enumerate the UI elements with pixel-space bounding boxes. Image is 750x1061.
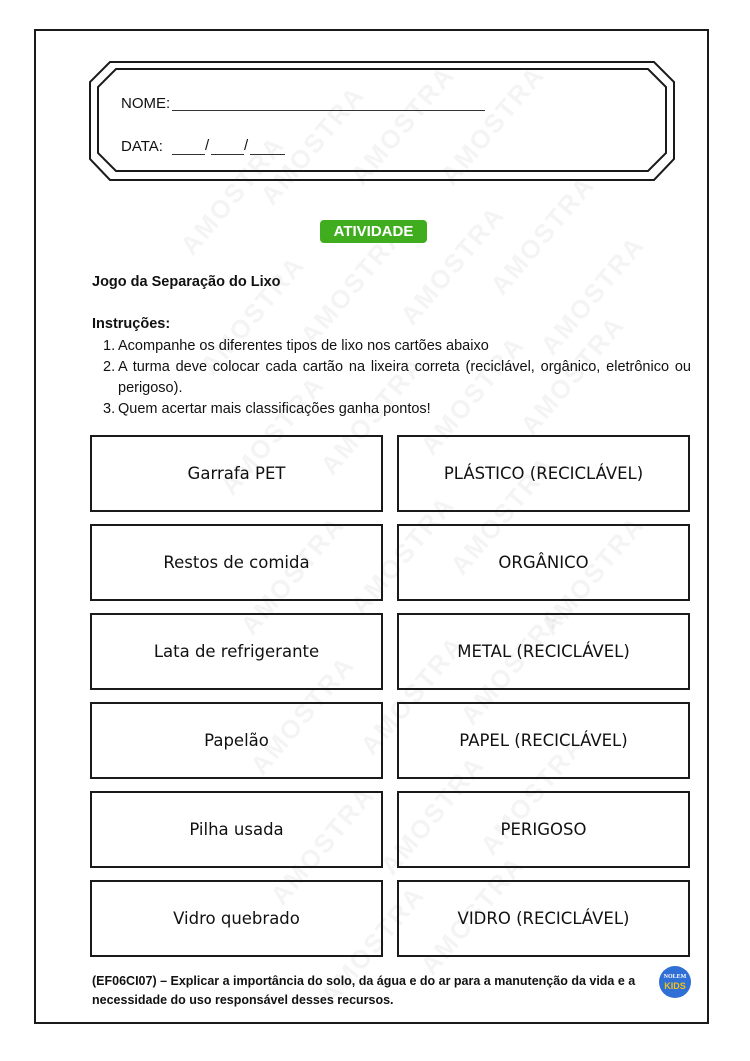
instruction-number: 2. [103,359,116,375]
logo-text-bottom: KIDS [664,980,686,991]
instruction-text: Quem acertar mais classificações ganha pontos! [118,401,431,417]
activity-badge: ATIVIDADE [320,220,427,243]
date-label: DATA: [121,138,163,155]
waste-item-card[interactable]: Garrafa PET [90,435,383,512]
waste-category-card[interactable]: VIDRO (RECICLÁVEL) [397,880,690,957]
instruction-text: A turma deve colocar cada cartão na lixeira correta (reciclável, orgânico, eletrônico ou perigoso). [118,359,691,396]
instruction-number: 3. [103,401,116,417]
nolem-kids-logo [659,966,691,998]
date-separator: / [205,137,210,154]
instructions-list [103,336,691,420]
waste-item-card[interactable]: Restos de comida [90,524,383,601]
logo-text-top: NOLEM [663,973,687,980]
header-frame [88,60,678,185]
instruction-text: Acompanhe os diferentes tipos de lixo nos cartões abaixo [118,338,489,354]
waste-item-card[interactable]: Pilha usada [90,791,383,868]
instruction-item [103,357,691,399]
name-field[interactable] [172,93,485,111]
waste-category-card[interactable]: PAPEL (RECICLÁVEL) [397,702,690,779]
activity-title: Jogo da Separação do Lixo [92,274,281,290]
waste-category-card[interactable]: PERIGOSO [397,791,690,868]
waste-category-card[interactable]: METAL (RECICLÁVEL) [397,613,690,690]
waste-item-card[interactable]: Lata de refrigerante [90,613,383,690]
waste-item-card[interactable]: Papelão [90,702,383,779]
waste-category-card[interactable]: ORGÂNICO [397,524,690,601]
waste-item-card[interactable]: Vidro quebrado [90,880,383,957]
curriculum-footer: (EF06CI07) – Explicar a importância do solo, da água e do ar para a manutenção da vida e a necessidade do uso responsável desses recursos. [92,974,636,1007]
instruction-number: 1. [103,338,116,354]
waste-category-card[interactable]: PLÁSTICO (RECICLÁVEL) [397,435,690,512]
instruction-item [103,399,691,420]
name-label: NOME: [121,95,171,112]
date-day-field[interactable] [172,137,205,155]
instruction-item [103,336,691,357]
instructions-heading: Instruções: [92,316,171,332]
date-separator: / [244,137,249,154]
date-year-field[interactable] [250,137,285,155]
date-month-field[interactable] [211,137,244,155]
